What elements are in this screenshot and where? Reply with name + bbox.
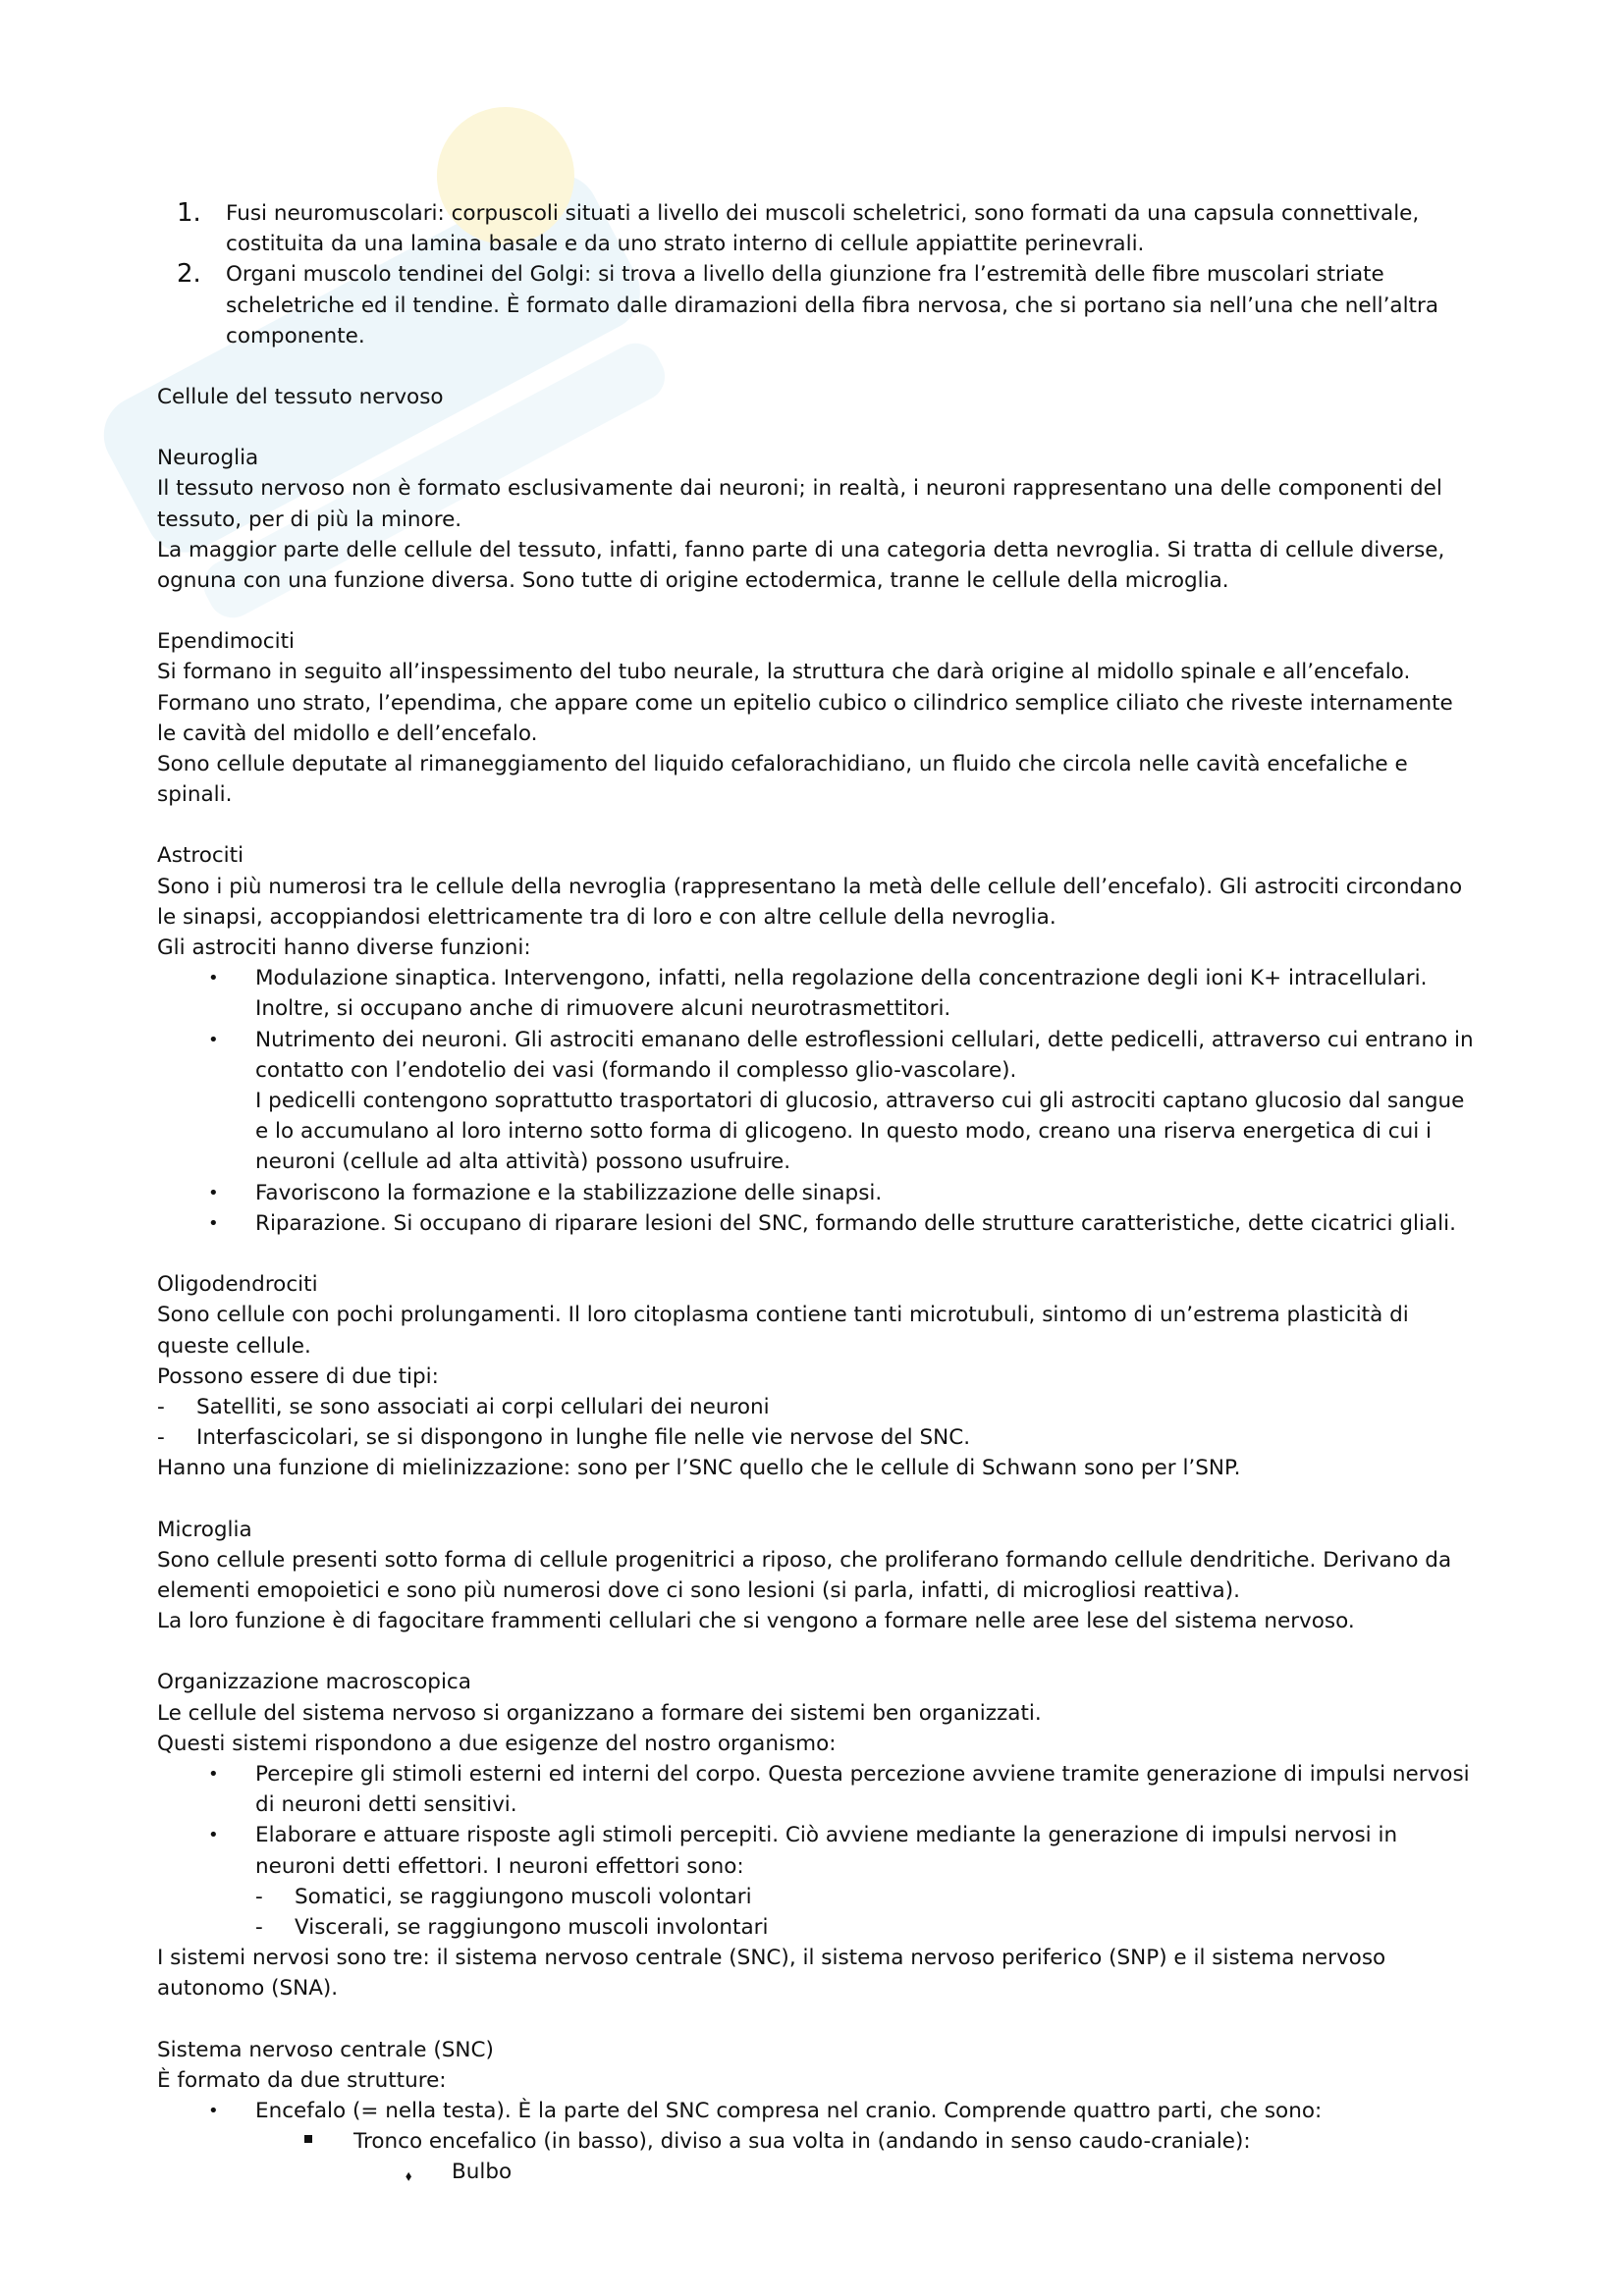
- heading-organizzazione: Organizzazione macroscopica: [157, 1670, 471, 1695]
- list-item: [353, 2157, 1478, 2187]
- square-sublist: [255, 2126, 1478, 2187]
- list-item-text: I pedicelli contengono soprattutto trasportatori di glucosio, attraverso cui gli astrociti captano glucosio dal sangue e lo accumulano al loro interno sotto forma di glicogeno. In questo modo, creano una riserva energetica di cui i neuroni (cellule ad alta attività) possono usufruire.: [255, 1089, 1465, 1175]
- paragraph: Sono i più numerosi tra le cellule della nevroglia (rappresentano la metà delle cellule dell’encefalo). Gli astrociti circondano le sinapsi, accoppiandosi elettricamente tra di loro e con altre cellule della nevroglia.: [157, 874, 1463, 930]
- paragraph: Hanno una funzione di mielinizzazione: sono per l’SNC quello che le cellule di Schwann sono per l’SNP.: [157, 1456, 1241, 1481]
- list-item-text: Somatici, se raggiungono muscoli volontari: [295, 1884, 752, 1909]
- dash-sublist: [255, 1882, 1478, 1943]
- bullet-list: [157, 2096, 1478, 2188]
- list-item-text: Tronco encefalico (in basso), diviso a sua volta in (andando in senso caudo-craniale):: [353, 2129, 1251, 2155]
- list-item: [177, 198, 1478, 259]
- list-item: [255, 1912, 1478, 1943]
- paragraph: Le cellule del sistema nervoso si organizzano a formare dei sistemi ben organizzati.: [157, 1700, 1042, 1726]
- dash-icon: -: [255, 1884, 263, 1909]
- bullet-icon: •: [208, 968, 219, 989]
- bullet-icon: •: [208, 1029, 219, 1050]
- list-item-text: Modulazione sinaptica. Intervengono, infatti, nella regolazione della concentrazione degli ioni K+ intracellulari.: [255, 966, 1428, 991]
- paragraph: La loro funzione è di fagocitare frammenti cellulari che si vengono a formare nelle aree lese del sistema nervoso.: [157, 1609, 1355, 1634]
- list-item: [157, 1820, 1478, 1943]
- heading-ependimociti: Ependimociti: [157, 629, 296, 655]
- dash-icon: -: [157, 1425, 165, 1451]
- list-item-text: Interfascicolari, se si dispongono in lunghe file nelle vie nervose del SNC.: [196, 1425, 971, 1451]
- bullet-icon: •: [208, 1182, 219, 1203]
- paragraph: I sistemi nervosi sono tre: il sistema nervoso centrale (SNC), il sistema nervoso periferico (SNP) e il sistema nervoso autonomo (SNA).: [157, 1946, 1386, 2002]
- list-item-text: Inoltre, si occupano anche di rimuovere alcuni neurotrasmettitori.: [255, 996, 951, 1022]
- list-item-text: Bulbo: [452, 2160, 513, 2185]
- paragraph: Sono cellule presenti sotto forma di cellule progenitrici a riposo, che proliferano formando cellule dendritiche. Derivano da elementi emopoietici e sono più numerosi dove ci sono lesioni (si parla, infatti, di microgliosi reattiva).: [157, 1547, 1452, 1603]
- section-title: Cellule del tessuto nervoso: [157, 385, 444, 410]
- document-page: [157, 198, 1478, 2188]
- list-item: [157, 1178, 1478, 1208]
- list-item: [157, 1392, 1478, 1422]
- paragraph: Si formano in seguito all’inspessimento del tubo neurale, la struttura che darà origine al midollo spinale e all’encefalo. Formano uno strato, l’ependima, che appare come un epitelio cubico o cilindrico semplice ciliato che riveste internamente le cavità del midollo e dell’encefalo.: [157, 660, 1453, 746]
- dash-icon: -: [255, 1914, 263, 1940]
- bullet-icon: •: [208, 2100, 219, 2121]
- list-item-text: Riparazione. Si occupano di riparare lesioni del SNC, formando delle strutture caratteristiche, dette cicatrici gliali.: [255, 1210, 1456, 1236]
- bullet-icon: •: [208, 1212, 219, 1234]
- list-item: [255, 1882, 1478, 1912]
- list-item-text: Percepire gli stimoli esterni ed interni del corpo. Questa percezione avviene tramite generazione di impulsi nervosi di neuroni detti sensitivi.: [255, 1761, 1470, 1818]
- numbered-list: [177, 198, 1478, 351]
- list-item: [177, 259, 1478, 351]
- bullet-icon: •: [208, 1825, 219, 1846]
- paragraph: La maggior parte delle cellule del tessuto, infatti, fanno parte di una categoria detta nevroglia. Si tratta di cellule diverse, ognuna con una funzione diversa. Sono tutte di origine ectodermica, tranne le cellule della microglia.: [157, 537, 1445, 594]
- list-item: [157, 1422, 1478, 1453]
- square-bullet-icon: [304, 2135, 312, 2143]
- paragraph: Possono essere di due tipi:: [157, 1363, 439, 1389]
- paragraph: Il tessuto nervoso non è formato esclusivamente dai neuroni; in realtà, i neuroni rappresentano una delle componenti del tessuto, per di più la minore.: [157, 476, 1442, 532]
- diamond-sublist: [353, 2157, 1478, 2187]
- bullet-icon: •: [208, 1763, 219, 1785]
- list-item-text: Organi muscolo tendinei del Golgi: si trova a livello della giunzione fra l’estremità delle fibre muscolari striate scheletriche ed il tendine. È formato dalle diramazioni della fibra nervosa, che si portano sia nell’una che nell’altra componente.: [226, 262, 1439, 348]
- list-item: [157, 1208, 1478, 1239]
- list-item-text: Fusi neuromuscolari: corpuscoli situati a livello dei muscoli scheletrici, sono formati da una capsula connettivale, costituita da una lamina basale e da uno strato interno di cellule appiattite perinevrali.: [226, 201, 1420, 257]
- paragraph: Sono cellule deputate al rimaneggiamento del liquido cefalorachidiano, un fluido che circola nelle cavità encefaliche e spinali.: [157, 752, 1408, 808]
- list-item-text: Encefalo (= nella testa). È la parte del SNC compresa nel cranio. Comprende quattro parti, che sono:: [255, 2098, 1323, 2123]
- bullet-list: [157, 1759, 1478, 1943]
- heading-oligodendrociti: Oligodendrociti: [157, 1272, 318, 1298]
- list-item: [157, 1759, 1478, 1820]
- list-item: [157, 963, 1478, 1024]
- list-item-text: Satelliti, se sono associati ai corpi cellulari dei neuroni: [196, 1394, 770, 1419]
- heading-neuroglia: Neuroglia: [157, 446, 259, 471]
- list-item-text: Elaborare e attuare risposte agli stimoli percepiti. Ciò avviene mediante la generazione di impulsi nervosi in neuroni detti effettori. I neuroni effettori sono:: [255, 1823, 1398, 1879]
- list-number: 1.: [177, 198, 201, 228]
- paragraph: Sono cellule con pochi prolungamenti. Il loro citoplasma contiene tanti microtubuli, sintomo di un’estrema plasticità di queste cellule.: [157, 1303, 1409, 1359]
- heading-microglia: Microglia: [157, 1517, 252, 1542]
- dash-list: [157, 1392, 1478, 1453]
- paragraph: È formato da due strutture:: [157, 2067, 447, 2093]
- bullet-list: [157, 963, 1478, 1239]
- heading-snc: Sistema nervoso centrale (SNC): [157, 2037, 494, 2062]
- diamond-bullet-icon: ⬧: [406, 2168, 412, 2185]
- list-item: [157, 2096, 1478, 2188]
- list-item: [255, 2126, 1478, 2187]
- list-item-text: Favoriscono la formazione e la stabilizzazione delle sinapsi.: [255, 1180, 883, 1205]
- list-number: 2.: [177, 259, 201, 290]
- list-item-text: Nutrimento dei neuroni. Gli astrociti emanano delle estroflessioni cellulari, dette pedicelli, attraverso cui entrano in contatto con l’endotelio dei vasi (formando il complesso glio-vascolare).: [255, 1027, 1474, 1083]
- paragraph: Gli astrociti hanno diverse funzioni:: [157, 935, 531, 961]
- dash-icon: -: [157, 1394, 165, 1419]
- heading-astrociti: Astrociti: [157, 843, 244, 869]
- list-item: [157, 1025, 1478, 1178]
- list-item-text: Viscerali, se raggiungono muscoli involontari: [295, 1914, 769, 1940]
- paragraph: Questi sistemi rispondono a due esigenze del nostro organismo:: [157, 1731, 837, 1756]
